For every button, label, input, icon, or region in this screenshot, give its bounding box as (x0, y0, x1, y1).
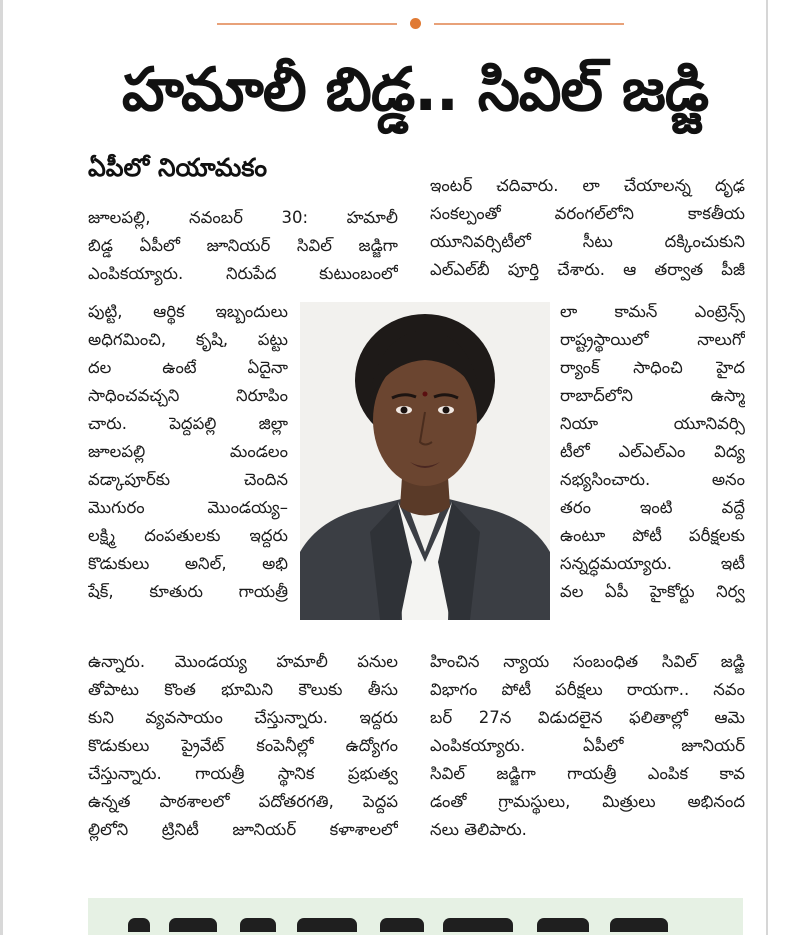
next-article-box (88, 898, 743, 935)
text-line: ఎంపికయ్యారు. నిరుపేద కుటుంబంలో (88, 264, 398, 283)
text-line: నభ్యసించారు. అనం (560, 470, 745, 489)
text-line: చేస్తున్నారు. గాయత్రీ స్థానిక ప్రభుత్వ (88, 764, 398, 783)
article-subheadline: ఏపీలో నియామకం (88, 153, 268, 182)
text-line: బిడ్డ ఏపీలో జూనియర్ సివిల్ జడ్జిగా (88, 236, 398, 255)
text-line: సివిల్ జడ్జిగా గాయత్రీ ఎంపిక కావ (430, 764, 745, 783)
text-line: తోపాటు కొంత భూమిని కౌలుకు తీసు (88, 680, 398, 699)
text-line: విభాగం పోటీ పరీక్షలు రాయగా.. నవం (430, 680, 745, 699)
text-line: కొడుకులు అనిల్, అభి (88, 554, 288, 573)
text-line: హించిన న్యాయ సంబంధిత సివిల్ జడ్జి (430, 652, 745, 671)
text-line: అధిగమించి, కృషి, పట్టు (88, 330, 288, 349)
text-line: ఉన్నత పాఠశాలలో పదోతరగతి, పెద్దప (88, 792, 398, 811)
text-line: నలు తెలిపారు. (430, 820, 527, 839)
page-edge-left (0, 0, 3, 935)
text-line: రాబాద్‌లోని ఉస్మా (560, 386, 745, 405)
portrait-photo (300, 302, 550, 620)
text-line: దల ఉంటే ఏదైనా (88, 358, 288, 377)
article-body-right-bottom (430, 648, 745, 844)
text-line: తరం ఇంటి వద్దే (560, 498, 745, 517)
text-line: వల ఏపీ హైకోర్టు నిర్వ (560, 582, 745, 601)
text-line: కుని వ్యవసాయం చేస్తున్నారు. ఇద్దరు (88, 708, 398, 727)
text-line: ల్లిలోని ట్రినిటీ జూనియర్ కళాశాలలో (88, 820, 398, 839)
text-line: సంకల్పంతో వరంగల్‌లోని కాకతీయ (430, 204, 745, 223)
ornament-dot (410, 18, 421, 29)
column-rule-right (766, 0, 768, 935)
text-line: మొగురం మొండయ్య– (88, 498, 288, 517)
text-line: ఎల్‌ఎల్‌బీ పూర్తి చేశారు. ఆ తర్వాత పీజీ (430, 260, 745, 279)
header-ornament (0, 14, 800, 34)
article-body-left-wrap (88, 298, 288, 606)
text-line: బర్ 27న విడుదలైన ఫలితాల్లో ఆమె (430, 708, 745, 727)
text-line: పుట్టి, ఆర్థిక ఇబ్బందులు (88, 302, 288, 321)
text-line: జూలపల్లి మండలం (88, 442, 288, 461)
text-line: ఉంటూ పోటీ పరీక్షలకు (560, 526, 745, 545)
article-body-left-top (88, 204, 398, 288)
ornament-line-right (434, 23, 624, 25)
article-headline: హమాలీ బిడ్డ.. సివిల్ జడ్జి (121, 55, 709, 125)
text-line: ర్యాంక్ సాధించి హైద (560, 358, 745, 377)
next-article-heading-cutoff (108, 916, 728, 935)
text-line: వడ్కాపూర్‌కు చెందిన (88, 470, 288, 489)
article-body-right-wrap (560, 298, 745, 606)
text-line: షేక్, కూతురు గాయత్రీ (88, 582, 288, 601)
text-line: ఇంటర్ చదివారు. లా చేయాలన్న దృఢ (430, 176, 745, 195)
article-body-right-top (430, 172, 745, 284)
text-line: యూనివర్సిటీలో సీటు దక్కించుకుని (430, 232, 745, 251)
article-body-left-bottom (88, 648, 398, 844)
text-line: డంతో గ్రామస్థులు, మిత్రులు అభినంద (430, 792, 745, 811)
text-line: సాధించవచ్చని నిరూపిం (88, 386, 288, 405)
text-line: జూలపల్లి, నవంబర్ 30: హమాలీ (88, 208, 398, 227)
text-line: లక్ష్మి దంపతులకు ఇద్దరు (88, 526, 288, 545)
ornament-line-left (217, 23, 397, 25)
text-line: కొడుకులు ప్రైవేట్ కంపెనీల్లో ఉద్యోగం (88, 736, 398, 755)
text-line: లా కామన్ ఎంట్రెన్స్ (560, 302, 745, 321)
text-line: రాష్ట్రస్థాయిలో నాలుగో (560, 330, 745, 349)
text-line: టీలో ఎల్‌ఎల్‌ఎం విద్య (560, 442, 745, 461)
text-line: నియా యూనివర్సి (560, 414, 745, 433)
text-line: ఉన్నారు. మొండయ్య హమాలీ పనుల (88, 652, 398, 671)
text-line: సన్నద్ధమయ్యారు. ఇటీ (560, 554, 745, 573)
text-line: చారు. పెద్దపల్లి జిల్లా (88, 414, 288, 433)
text-line: ఎంపికయ్యారు. ఏపీలో జూనియర్ (430, 736, 745, 755)
